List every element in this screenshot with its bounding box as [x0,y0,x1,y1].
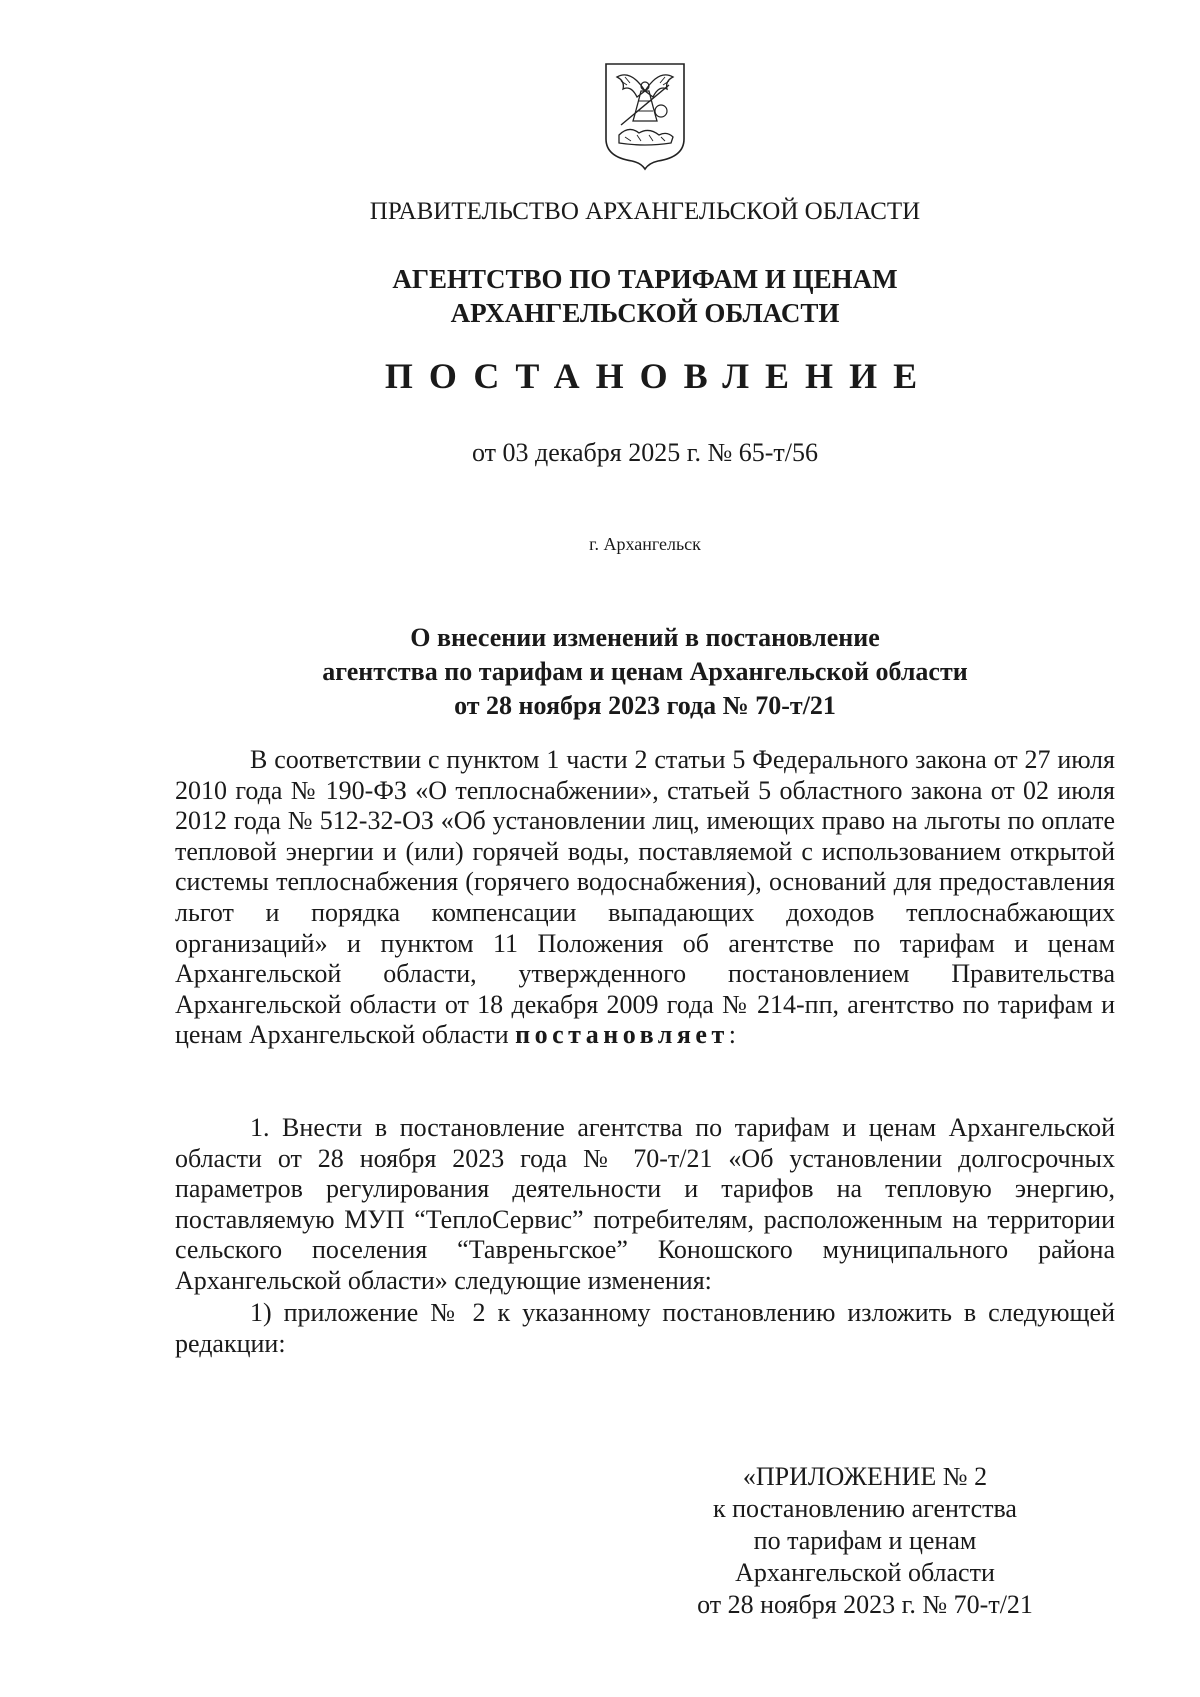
coat-of-arms-icon [603,61,687,171]
decree-colon: : [728,1020,736,1050]
agency-name-line1: АГЕНТСТВО ПО ТАРИФАМ И ЦЕНАМ [392,264,898,294]
agency-name-line2: АРХАНГЕЛЬСКОЙ ОБЛАСТИ [450,298,840,328]
appendix-line2: к постановлению агентства [713,1494,1017,1523]
subject-line3: от 28 ноября 2023 года № 70-т/21 [454,691,836,720]
preamble-paragraph [175,745,1115,1051]
item-1-subitem-1-paragraph [175,1298,1115,1359]
subject-line1: О внесении изменений в постановление [410,623,880,652]
document-subject [0,621,1200,723]
decree-word: постановляет [515,1020,729,1050]
document-date-number: от 03 декабря 2025 г. № 65-т/56 [471,438,819,467]
document-city: г. Архангельск [589,534,701,554]
government-name: ПРАВИТЕЛЬСТВО АРХАНГЕЛЬСКОЙ ОБЛАСТИ [369,198,921,225]
document-type: ПОСТАНОВЛЕНИЕ [384,356,934,396]
appendix-header [665,1461,1065,1621]
item-1-text: 1. Внести в постановление агентства по тарифам и ценам Архангельской области от 28 ноября 2023 года № 70-т/21 «Об установлении долгосрочных параметров регулирования деятельности и тарифов на тепловую энергию, поставляемую МУП “ТеплоСервис” потребителям, расположенным на территории сельского поселения “Тавреньгское” Коношского муниципального района Архангельской области» следующие изменения: [175,1113,1115,1295]
item-1-paragraph [175,1113,1115,1297]
appendix-line1: «ПРИЛОЖЕНИЕ № 2 [742,1462,988,1491]
appendix-line3: по тарифам и ценам [753,1526,977,1555]
appendix-line4: Архангельской области [735,1558,995,1587]
item-1-subitem-1-text: 1) приложение № 2 к указанному постановлению изложить в следующей редакции: [175,1298,1115,1358]
preamble-text: В соответствии с пунктом 1 части 2 статьи 5 Федерального закона от 27 июля 2010 года № 190-ФЗ «О теплоснабжении», статьей 5 областного закона от 02 июля 2012 года № 512-32-ОЗ «Об установлении лиц, имеющих право на льготы по оплате тепловой энергии и (или) горячей воды, поставляемой с использованием открытой системы теплоснабжения (горячего водоснабжения), оснований для предоставления льгот и порядка компенсации выпадающих доходов теплоснабжающих организаций» и пунктом 11 Положения об агентстве по тарифам и ценам Архангельской области, утвержденного постановлением Правительства Архангельской области от 18 декабря 2009 года № 214-пп, агентство по тарифам и ценам Архангельской области [175,745,1115,1050]
agency-name [0,262,1200,330]
subject-line2: агентства по тарифам и ценам Архангельской области [322,657,968,686]
appendix-line5: от 28 ноября 2023 г. № 70-т/21 [697,1590,1033,1619]
